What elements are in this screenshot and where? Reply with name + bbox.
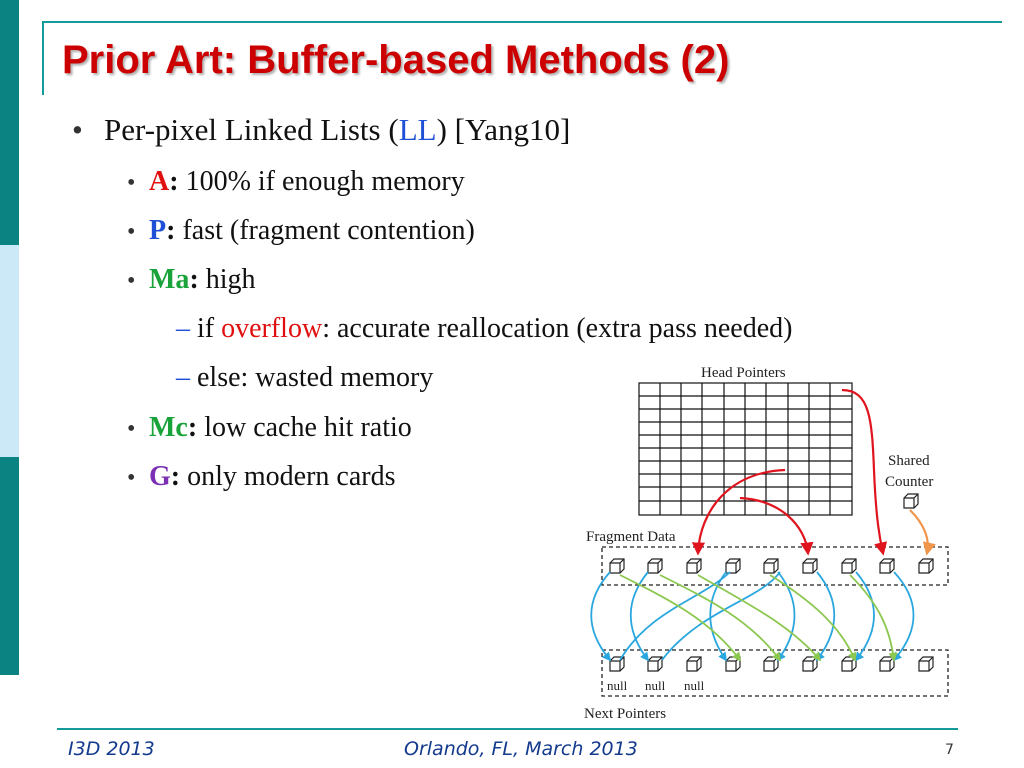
shared-label: Shared bbox=[888, 453, 930, 469]
dash-item-highlight: overflow bbox=[221, 313, 323, 344]
sidebar-stripe-middle bbox=[0, 245, 19, 457]
page-number: 7 bbox=[945, 742, 954, 758]
sub-bullet-colon: : bbox=[166, 215, 176, 246]
slide-title: Prior Art: Buffer-based Methods (2) bbox=[62, 38, 730, 82]
sub-bullet-colon: : bbox=[187, 412, 198, 443]
null-label: null bbox=[645, 678, 666, 693]
sub-bullet-key: A bbox=[149, 166, 170, 197]
sub-bullet-text: 100% if enough memory bbox=[178, 166, 465, 197]
null-label: null bbox=[607, 678, 628, 693]
sub-bullet-memory-allocation bbox=[149, 264, 256, 296]
dash-item-pre: if bbox=[197, 313, 222, 344]
null-label: null bbox=[684, 678, 705, 693]
footer-rule bbox=[57, 728, 958, 730]
sub-bullet-generality bbox=[149, 461, 396, 493]
dash-item-pre: else: wasted memory bbox=[197, 362, 434, 393]
next-pointer-cubes bbox=[610, 657, 933, 671]
bullet-dot: • bbox=[127, 416, 136, 442]
fragment-data-label: Fragment Data bbox=[586, 529, 676, 545]
sub-bullet-accuracy bbox=[149, 166, 465, 198]
main-bullet-abbr: LL bbox=[398, 112, 437, 147]
title-rule bbox=[42, 21, 1002, 23]
sub-bullet-colon: : bbox=[170, 461, 181, 492]
sub-bullet-cache bbox=[149, 412, 412, 444]
dash-item-overflow bbox=[176, 313, 792, 345]
dash-item-else bbox=[176, 362, 433, 394]
head-pointers-label: Head Pointers bbox=[701, 365, 786, 381]
title-vertical-rule bbox=[42, 21, 44, 95]
sub-bullet-text: high bbox=[198, 264, 256, 295]
sub-bullet-colon: : bbox=[169, 166, 179, 197]
main-bullet-suffix: ) [Yang10] bbox=[436, 112, 571, 147]
main-bullet-prefix: Per-pixel Linked Lists ( bbox=[104, 112, 399, 147]
head-pointer-grid bbox=[639, 383, 852, 515]
dash-mark: – bbox=[176, 313, 197, 344]
linked-list-diagram bbox=[580, 360, 960, 724]
sub-bullet-colon: : bbox=[189, 264, 199, 295]
sub-bullet-text: only modern cards bbox=[180, 461, 396, 492]
sidebar-stripe-top bbox=[0, 0, 19, 245]
dash-mark: – bbox=[176, 362, 197, 393]
shared-counter-cube bbox=[904, 494, 918, 508]
main-bullet bbox=[104, 112, 570, 148]
head-pointer-arrows bbox=[698, 390, 883, 553]
sidebar-stripe-bottom bbox=[0, 457, 19, 675]
sub-bullet-text: fast (fragment contention) bbox=[175, 215, 475, 246]
bullet-dot: • bbox=[127, 465, 136, 491]
sub-bullet-performance bbox=[149, 215, 475, 247]
bullet-dot: • bbox=[72, 112, 83, 147]
bullet-dot: • bbox=[127, 219, 136, 245]
counter-label: Counter bbox=[885, 474, 934, 490]
next-pointers-label: Next Pointers bbox=[584, 706, 667, 722]
footer-conference: I3D 2013 bbox=[68, 738, 155, 760]
sub-bullet-key: Ma bbox=[149, 264, 190, 295]
sub-bullet-key: P bbox=[149, 215, 167, 246]
fragment-cubes bbox=[610, 559, 933, 573]
sub-bullet-key: G bbox=[149, 461, 171, 492]
bullet-dot: • bbox=[127, 268, 136, 294]
bullet-dot: • bbox=[127, 170, 136, 196]
sub-bullet-text: low cache hit ratio bbox=[197, 412, 412, 443]
sub-bullet-key: Mc bbox=[149, 412, 188, 443]
dash-item-post: : accurate reallocation (extra pass needed) bbox=[322, 313, 793, 344]
footer-location-date: Orlando, FL, March 2013 bbox=[404, 738, 638, 760]
